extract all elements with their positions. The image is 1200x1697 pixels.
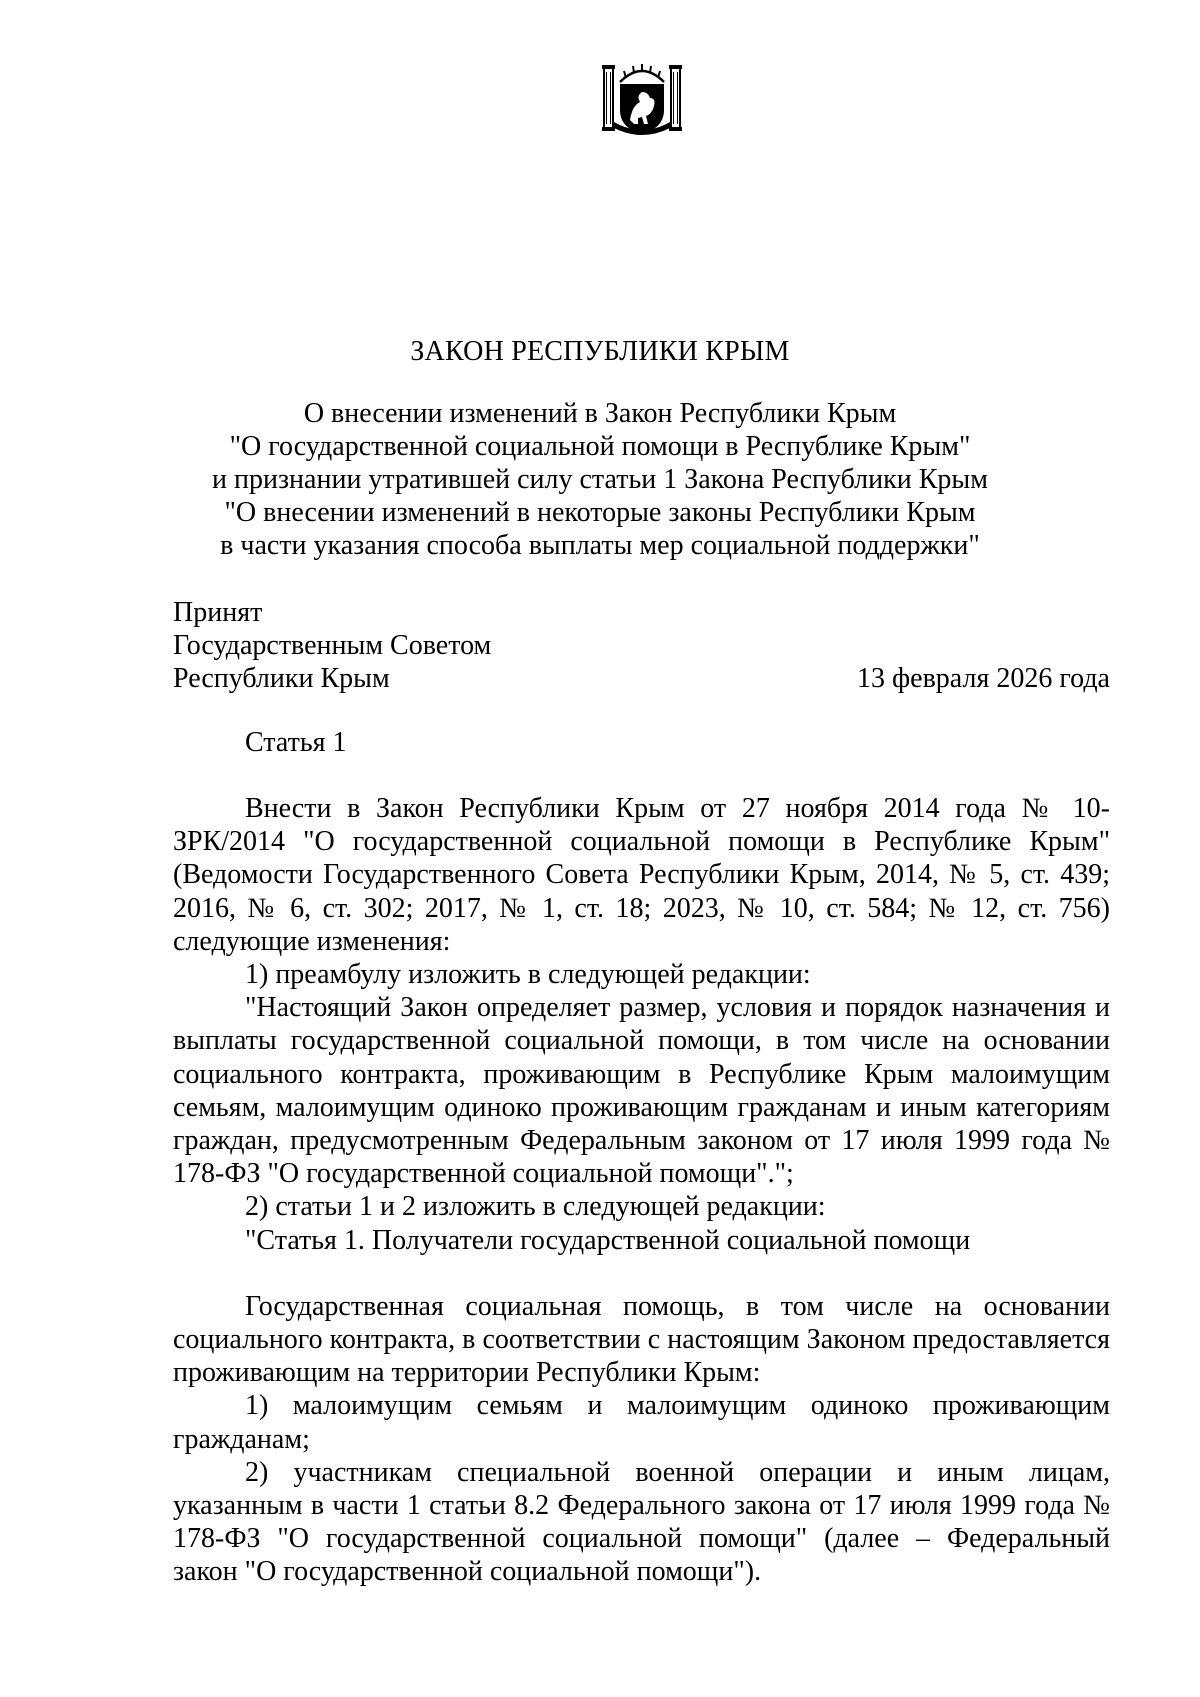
article-heading: Статья 1: [245, 727, 347, 758]
subtitle-line: и признании утратившей силу статьи 1 Закона Республики Крым: [212, 464, 988, 495]
new-article-item-2: 2) участникам специальной военной операции и иным лицам, указанным в части 1 статьи 8.2 Федерального закона от 17 июля 1999 года № 178-ФЗ "О государственной социальной помощи" (далее – Федеральный закон "О государственной социальной помощи").: [173, 1456, 1110, 1588]
adoption-date: 13 февраля 2026 года: [857, 663, 1110, 694]
adoption-line: Принят: [173, 597, 263, 628]
amendment-item-2: 2) статьи 1 и 2 изложить в следующей редакции:: [245, 1191, 826, 1223]
new-article-item-1: 1) малоимущим семьям и малоимущим одиноко проживающим гражданам;: [173, 1390, 1110, 1455]
amendment-item-1: 1) преамбулу изложить в следующей редакции:: [245, 959, 811, 991]
subtitle-line: О внесении изменений в Закон Республики Крым: [303, 398, 897, 429]
document-title: ЗАКОН РЕСПУБЛИКИ КРЫМ: [410, 336, 790, 367]
paragraph-spacer: [173, 1257, 1110, 1290]
preamble-quote-paragraph: "Настоящий Закон определяет размер, условия и порядок назначения и выплаты государственной социальной помощи, в том числе на основании социального контракта, проживающим в Республике Крым малоимущим семьям, малоимущим одиноко проживающим гражданам и иным категориям граждан, предусмотренным Федеральным законом от 17 июля 1999 года № 178-ФЗ "О государственной социальной помощи".";: [173, 992, 1110, 1190]
new-article-intro-paragraph: Государственная социальная помощь, в том числе на основании социального контракта, в соответствии с настоящим Законом предоставляется проживающим на территории Республики Крым:: [173, 1290, 1110, 1389]
article-body: [173, 792, 1110, 1589]
adoption-block: [173, 596, 491, 695]
subtitle-line: в части указания способа выплаты мер социальной поддержки": [220, 530, 980, 561]
new-article-heading: "Статья 1. Получатели государственной социальной помощи: [245, 1224, 971, 1256]
article-intro-paragraph: Внести в Закон Республики Крым от 27 ноября 2014 года № 10-ЗРК/2014 "О государственной социальной помощи в Республике Крым" (Ведомости Государственного Совета Республики Крым, 2014, № 5, ст. 439; 2016, № 6, ст. 302; 2017, № 1, ст. 18; 2023, № 10, ст. 584; № 12, ст. 756) следующие изменения:: [173, 793, 1110, 957]
adoption-line: Республики Крым: [173, 663, 390, 694]
adoption-line: Государственным Советом: [173, 630, 492, 661]
document-subtitle: [0, 397, 1200, 562]
subtitle-line: "О государственной социальной помощи в Республике Крым": [229, 431, 971, 462]
crimea-coat-of-arms-icon: [600, 62, 684, 138]
subtitle-line: "О внесении изменений в некоторые законы Республики Крым: [224, 497, 976, 528]
